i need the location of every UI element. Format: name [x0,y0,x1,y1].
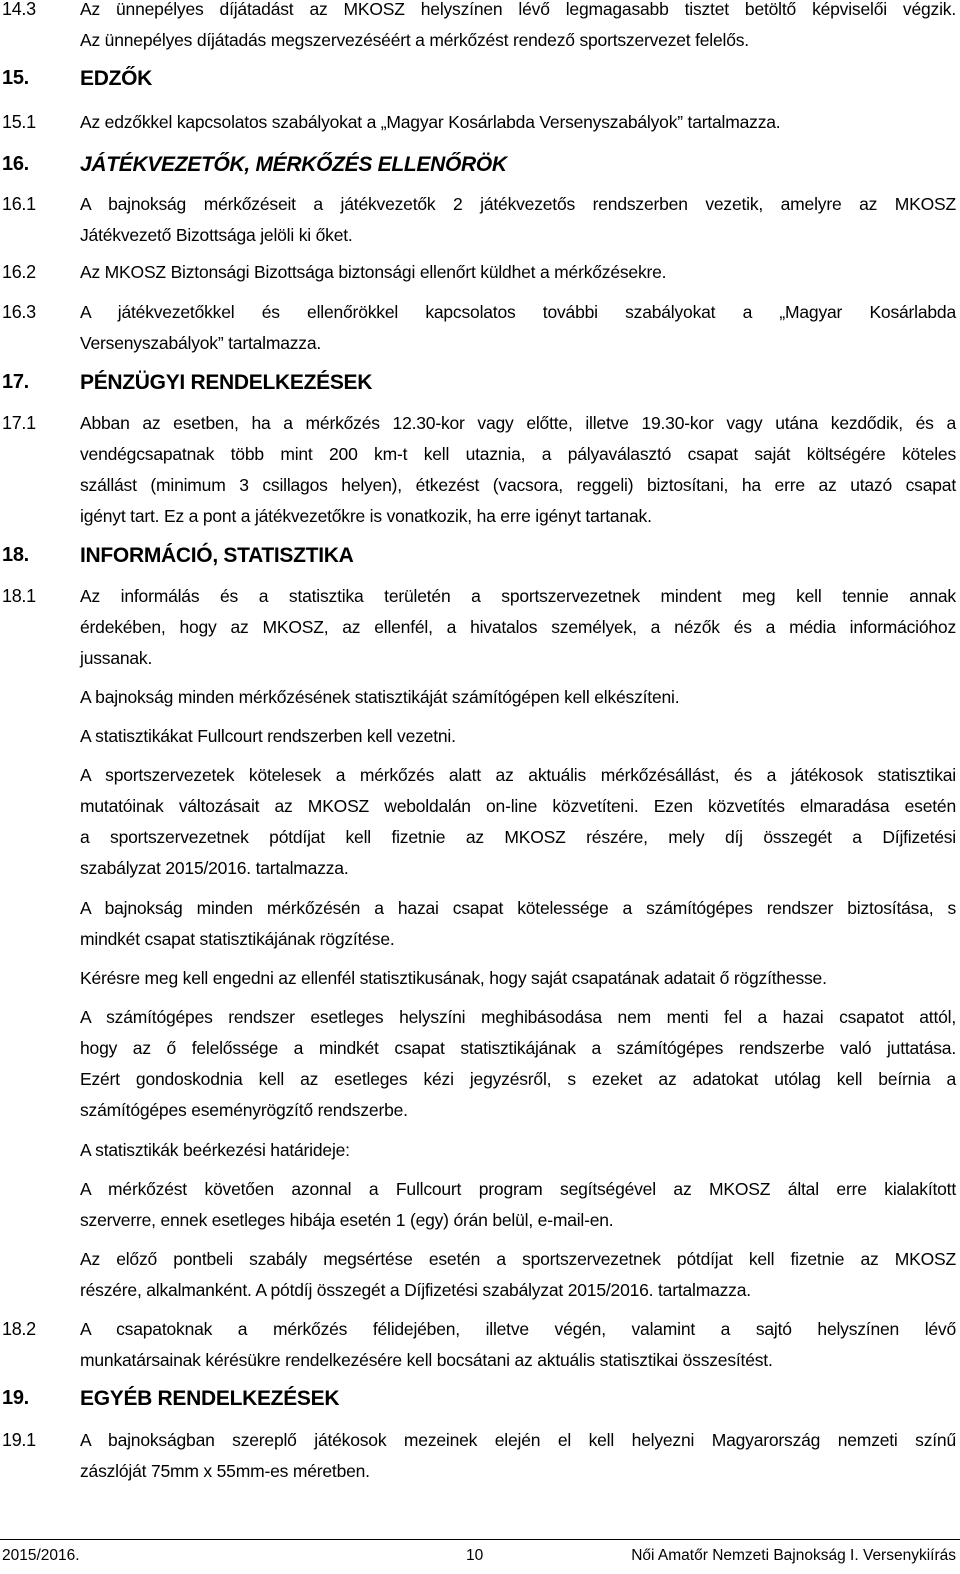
paragraph-line: mutatóinak változásait az MKOSZ weboldalán on-line közvetíteni. Ezen közvetítés elmaradása esetén [80,796,956,816]
section-number: 18. [2,544,29,566]
paragraph-line: szerverre, ennek esetleges hibája esetén 1 (egy) órán belül, e-mail-en. [80,1210,614,1230]
paragraph-line: A bajnokság mérkőzéseit a játékvezetők 2 játékvezetős rendszerben vezetik, amelyre az MKOSZ [80,194,956,214]
section-number: 17.1 [2,413,36,433]
section-number: 18.1 [2,586,36,606]
paragraph-line: a sportszervezetnek pótdíjat kell fizetnie az MKOSZ részére, mely díj összegét a Díjfizetési [80,827,956,847]
footer-divider [0,1539,960,1540]
paragraph-line: munkatársainak kérésükre rendelkezésére kell bocsátani az aktuális statisztikai összesítést. [80,1350,773,1370]
section-heading: INFORMÁCIÓ, STATISZTIKA [80,544,354,567]
paragraph-line: Az ünnepélyes díjátadást az MKOSZ helyszínen lévő legmagasabb tisztet betöltő képviselői végzik. [80,0,956,19]
paragraph-line: hogy az ő felelőssége a mindkét csapat statisztikájának a számítógépes rendszerbe való juttatása. [80,1038,956,1058]
section-heading: EGYÉB RENDELKEZÉSEK [80,1387,340,1410]
paragraph-line: A játékvezetőkkel és ellenőrökkel kapcsolatos további szabályokat a „Magyar Kosárlabda [80,302,956,322]
paragraph-line: részére, alkalmanként. A pótdíj összegét a Díjfizetési szabályzat 2015/2016. tartalmazza. [80,1280,751,1300]
paragraph-line: Kérésre meg kell engedni az ellenfél statisztikusának, hogy saját csapatának adatait ő rögzíthesse. [80,968,827,988]
paragraph-line: vendégcsapatnak több mint 200 km-t kell utaznia, a pályaválasztó csapat saját költségére köteles [80,444,956,464]
section-number: 15.1 [2,112,36,132]
paragraph-line: A számítógépes rendszer esetleges helyszíni meghibásodása nem menti fel a hazai csapatot attól, [80,1007,956,1027]
paragraph-line: Versenyszabályok” tartalmazza. [80,333,322,353]
paragraph-line: igényt tart. Ez a pont a játékvezetőkre is vonatkozik, ha erre igényt tartanak. [80,506,652,526]
paragraph-line: A bajnokságban szereplő játékosok mezeinek elején el kell helyezni Magyarország nemzeti színű [80,1430,956,1450]
footer-season: 2015/2016. [2,1547,80,1564]
paragraph-line: A sportszervezetek kötelesek a mérkőzés alatt az aktuális mérkőzésállást, és a játékosok statisztikai [80,765,956,785]
paragraph-line: Az edzőkkel kapcsolatos szabályokat a „Magyar Kosárlabda Versenyszabályok” tartalmazza. [80,112,781,132]
section-number: 14.3 [2,0,36,19]
section-number: 19. [2,1387,29,1409]
section-heading: JÁTÉKVEZETŐK, MÉRKŐZÉS ELLENŐRÖK [80,153,507,176]
paragraph-line: mindkét csapat statisztikájának rögzítése. [80,929,395,949]
paragraph-line: A csapatoknak a mérkőzés félidejében, illetve végén, valamint a sajtó helyszínen lévő [80,1319,956,1339]
paragraph-line: A statisztikákat Fullcourt rendszerben kell vezetni. [80,726,456,746]
paragraph-line: Az informálás és a statisztika területén a sportszervezetnek mindent meg kell tennie annak [80,586,956,606]
section-number: 18.2 [2,1319,36,1339]
section-number: 16.2 [2,262,36,282]
paragraph-line: A mérkőzést követően azonnal a Fullcourt program segítségével az MKOSZ által erre kialakított [80,1179,956,1199]
footer-document-title: Női Amatőr Nemzeti Bajnokság I. Versenykiírás [631,1547,956,1564]
paragraph-line: zászlóját 75mm x 55mm-es méretben. [80,1461,370,1481]
paragraph-line: Az előző pontbeli szabály megsértése esetén a sportszervezetnek pótdíjat kell fizetnie az MKOSZ [80,1249,956,1269]
section-number: 16.1 [2,194,36,214]
page-number: 10 [466,1547,484,1564]
paragraph-line: Ezért gondoskodnia kell az esetleges kézi jegyzésről, s ezeket az adatokat utólag kell beírnia a [80,1069,956,1089]
paragraph-line: érdekében, hogy az MKOSZ, az ellenfél, a hivatalos személyek, a nézők és a média információhoz [80,617,956,637]
section-number: 17. [2,371,29,393]
section-heading: EDZŐK [80,67,153,90]
paragraph-line: Az ünnepélyes díjátadás megszervezéséért a mérkőzést rendező sportszervezet felelős. [80,30,749,50]
section-heading: PÉNZÜGYI RENDELKEZÉSEK [80,371,373,394]
paragraph-line: Az MKOSZ Biztonsági Bizottsága biztonsági ellenőrt küldhet a mérkőzésekre. [80,262,667,282]
paragraph-line: A statisztikák beérkezési határideje: [80,1140,350,1160]
paragraph-line: A bajnokság minden mérkőzésén a hazai csapat kötelessége a számítógépes rendszer biztosítása, s [80,898,956,918]
section-number: 19.1 [2,1430,36,1450]
section-number: 16.3 [2,302,36,322]
paragraph-line: számítógépes eseményrögzítő rendszerbe. [80,1100,408,1120]
paragraph-line: szállást (minimum 3 csillagos helyen), étkezést (vacsora, reggeli) biztosítani, ha erre az utazó csapat [80,475,956,495]
section-number: 16. [2,153,29,175]
paragraph-line: szabályzat 2015/2016. tartalmazza. [80,858,349,878]
section-number: 15. [2,67,29,89]
paragraph-line: A bajnokság minden mérkőzésének statisztikáját számítógépen kell elkészíteni. [80,687,680,707]
paragraph-line: Játékvezető Bizottsága jelöli ki őket. [80,225,353,245]
paragraph-line: jussanak. [80,648,153,668]
paragraph-line: Abban az esetben, ha a mérkőzés 12.30-kor vagy előtte, illetve 19.30-kor vagy utána kezdődik, és a [80,413,956,433]
